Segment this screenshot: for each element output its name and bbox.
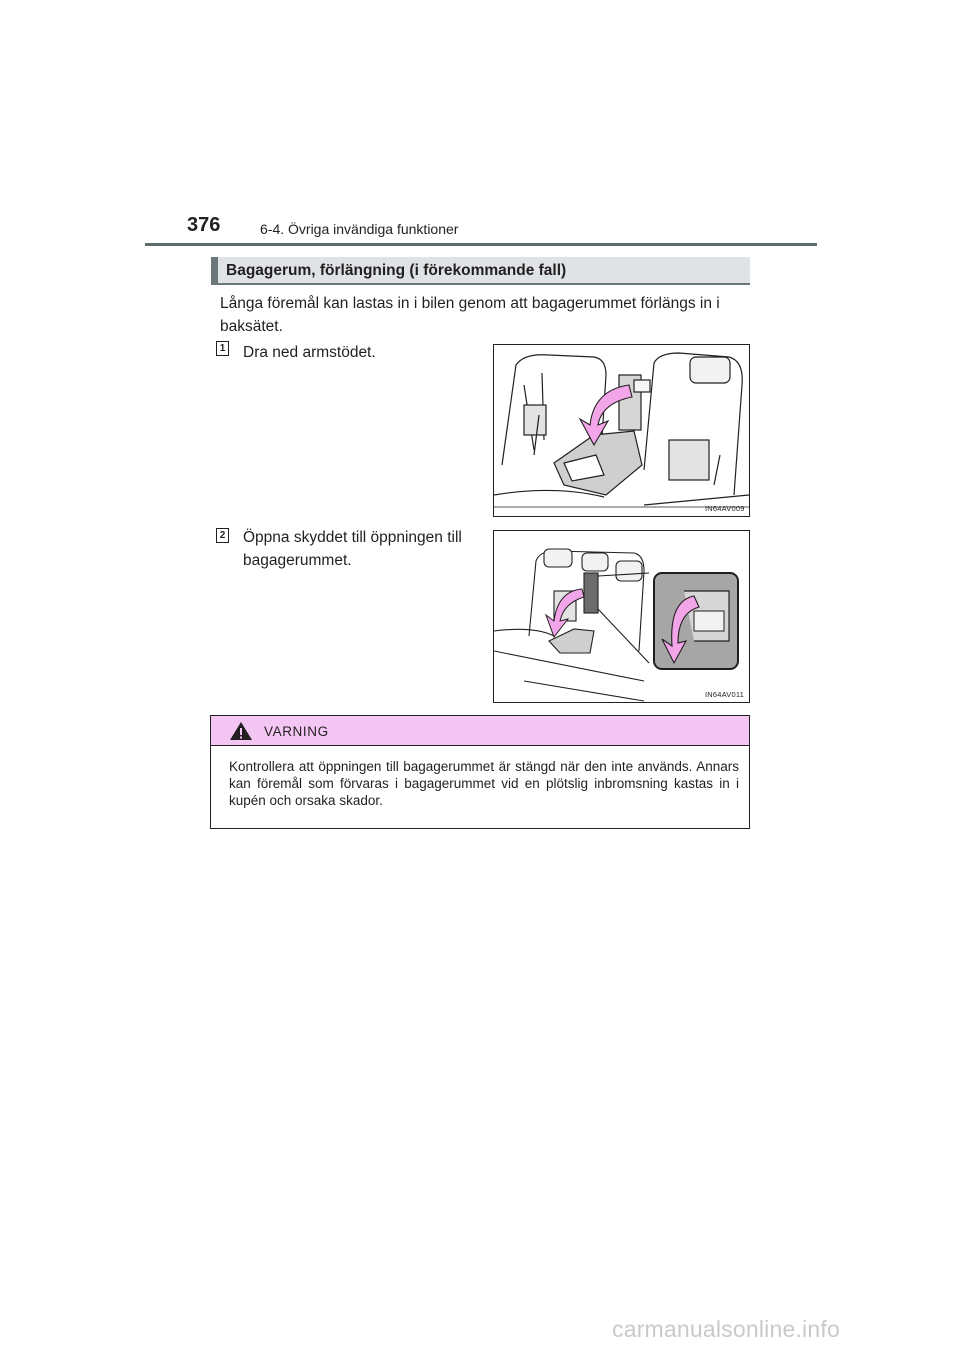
watermark: carmanualsonline.info — [612, 1316, 840, 1342]
page-number: 376 — [187, 214, 221, 236]
armrest-illustration — [494, 345, 749, 516]
step-text-2: Öppna skyddet till öppningen till bagagerummet. — [243, 529, 462, 569]
warning-header — [211, 716, 749, 746]
warning-box — [210, 715, 750, 829]
figure-code-1: IN64AV009 — [705, 504, 745, 513]
section-heading-text: Bagagerum, förlängning (i förekommande fall) — [226, 262, 567, 279]
warning-triangle-icon — [229, 721, 253, 741]
heading-accent — [211, 257, 218, 283]
figure-trunk-cover — [493, 530, 750, 703]
section-title: 6-4. Övriga invändiga funktioner — [260, 221, 459, 237]
warning-title: VARNING — [264, 724, 329, 739]
trunk-cover-illustration — [494, 531, 749, 702]
intro-paragraph: Långa föremål kan lastas in i bilen genom att bagagerummet förlängs in i baksätet. — [220, 295, 720, 335]
warning-text: Kontrollera att öppningen till bagagerummet är stängd när den inte används. Annars kan föremål som förvaras i bagagerummet vid en plötslig inbromsning kastas in i kupén och orsaka skador. — [229, 759, 739, 808]
header-rule — [145, 243, 817, 246]
figure-armrest — [493, 344, 750, 517]
section-heading — [211, 257, 750, 285]
detail-inset — [654, 573, 738, 669]
figure-code-2: IN64AV011 — [705, 690, 745, 699]
step-number-2: 2 — [216, 528, 229, 543]
step-number-1: 1 — [216, 341, 229, 356]
step-text-1: Dra ned armstödet. — [243, 344, 376, 361]
